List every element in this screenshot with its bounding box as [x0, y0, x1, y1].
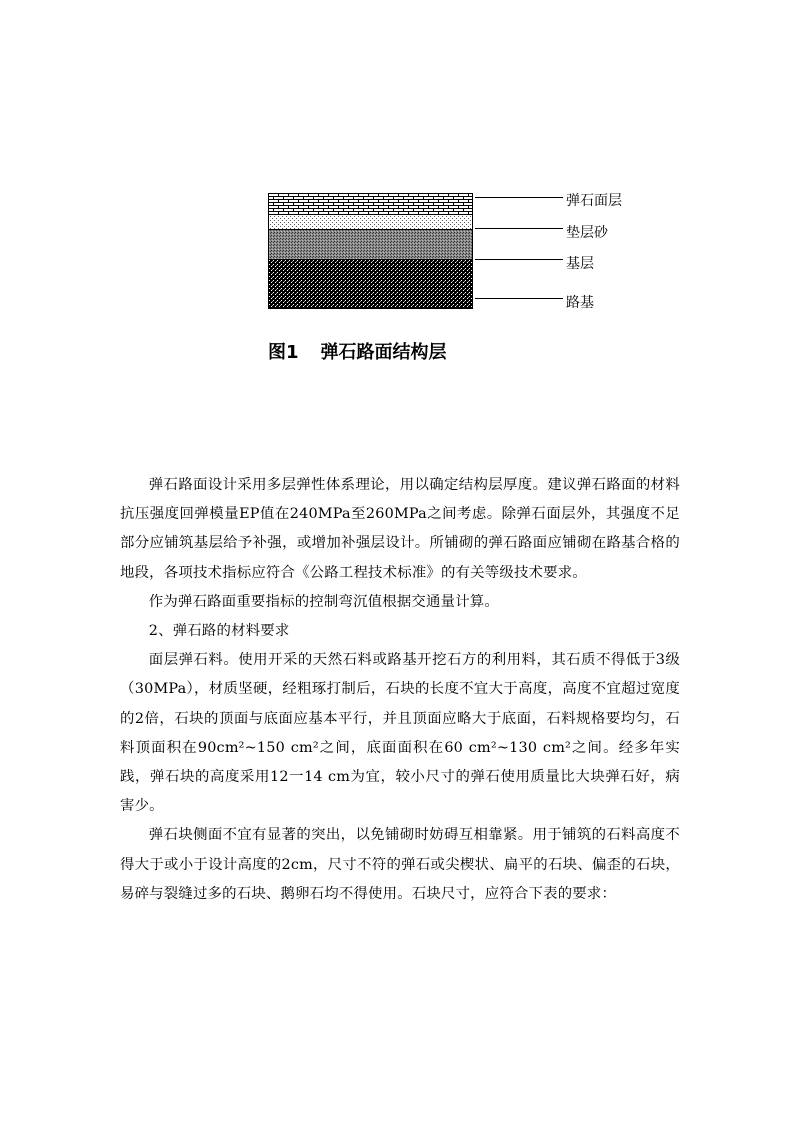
pavement-structure-figure — [268, 193, 628, 313]
paragraph-design-theory: 弹石路面设计采用多层弹性体系理论，用以确定结构层厚度。建议弹石路面的材料抗压强度回弹模量EP值在240MPa至260MPa之间考虑。除弹石面层外，其强度不足部分应铺筑基层给予补强，或增加补强层设计。所铺砌的弹石路面应铺砌在路基合格的地段，各项技术指标应符合《公路工程技术标准》的有关等级技术要求。 — [120, 477, 680, 581]
layer-stack — [268, 193, 473, 309]
figure-caption — [268, 341, 447, 365]
paragraph-surface-stone: 面层弹石料。使用开采的天然石料或路基开挖石方的利用料，其石质不得低于3级（30MPa），材质坚硬，经粗琢打制后，石块的长度不宜大于高度，高度不宜超过宽度的2倍，石块的顶面与底面应基本平行，并且顶面应略大于底面，石料规格要均匀，石料顶面积在90cm²~150 cm²之间，底面面积在60 cm²~130 cm²之间。经多年实践，弹石块的高度采用12一14 cm为宜，较小尺寸的弹石使用质量比大块弹石好，病害少。 — [120, 652, 680, 815]
paragraph-stone-sides: 弹石块侧面不宜有显著的突出，以免铺砌时妨碍互相靠紧。用于铺筑的石料高度不得大于或小于设计高度的2cm，尺寸不符的弹石或尖楔状、扁平的石块、偏歪的石块，易碎与裂缝过多的石块、鹅卵石均不得使用。石块尺寸，应符合下表的要求： — [120, 827, 680, 902]
layer-label-subgrade: 路基 — [566, 295, 594, 311]
layer-sand-cushion — [268, 214, 473, 230]
layer-label-sand: 垫层砂 — [566, 225, 608, 241]
layer-stone-surface — [268, 193, 473, 215]
layer-label-base: 基层 — [566, 256, 594, 272]
section-heading-materials: 2、弹石路的材料要求 — [148, 623, 290, 640]
layer-base — [268, 229, 473, 260]
paragraph-deflection: 作为弹石路面重要指标的控制弯沉值根据交通量计算。 — [148, 593, 499, 610]
leader-line-surface — [475, 197, 563, 198]
leader-line-base — [475, 259, 563, 260]
figure-caption-number: 图1 — [268, 342, 299, 363]
leader-line-subgrade — [475, 298, 563, 299]
layer-subgrade — [268, 259, 473, 309]
figure-caption-text: 弹石路面结构层 — [320, 342, 447, 363]
leader-line-sand — [475, 228, 563, 229]
layer-label-surface: 弹石面层 — [566, 193, 622, 209]
body-text — [120, 471, 680, 909]
